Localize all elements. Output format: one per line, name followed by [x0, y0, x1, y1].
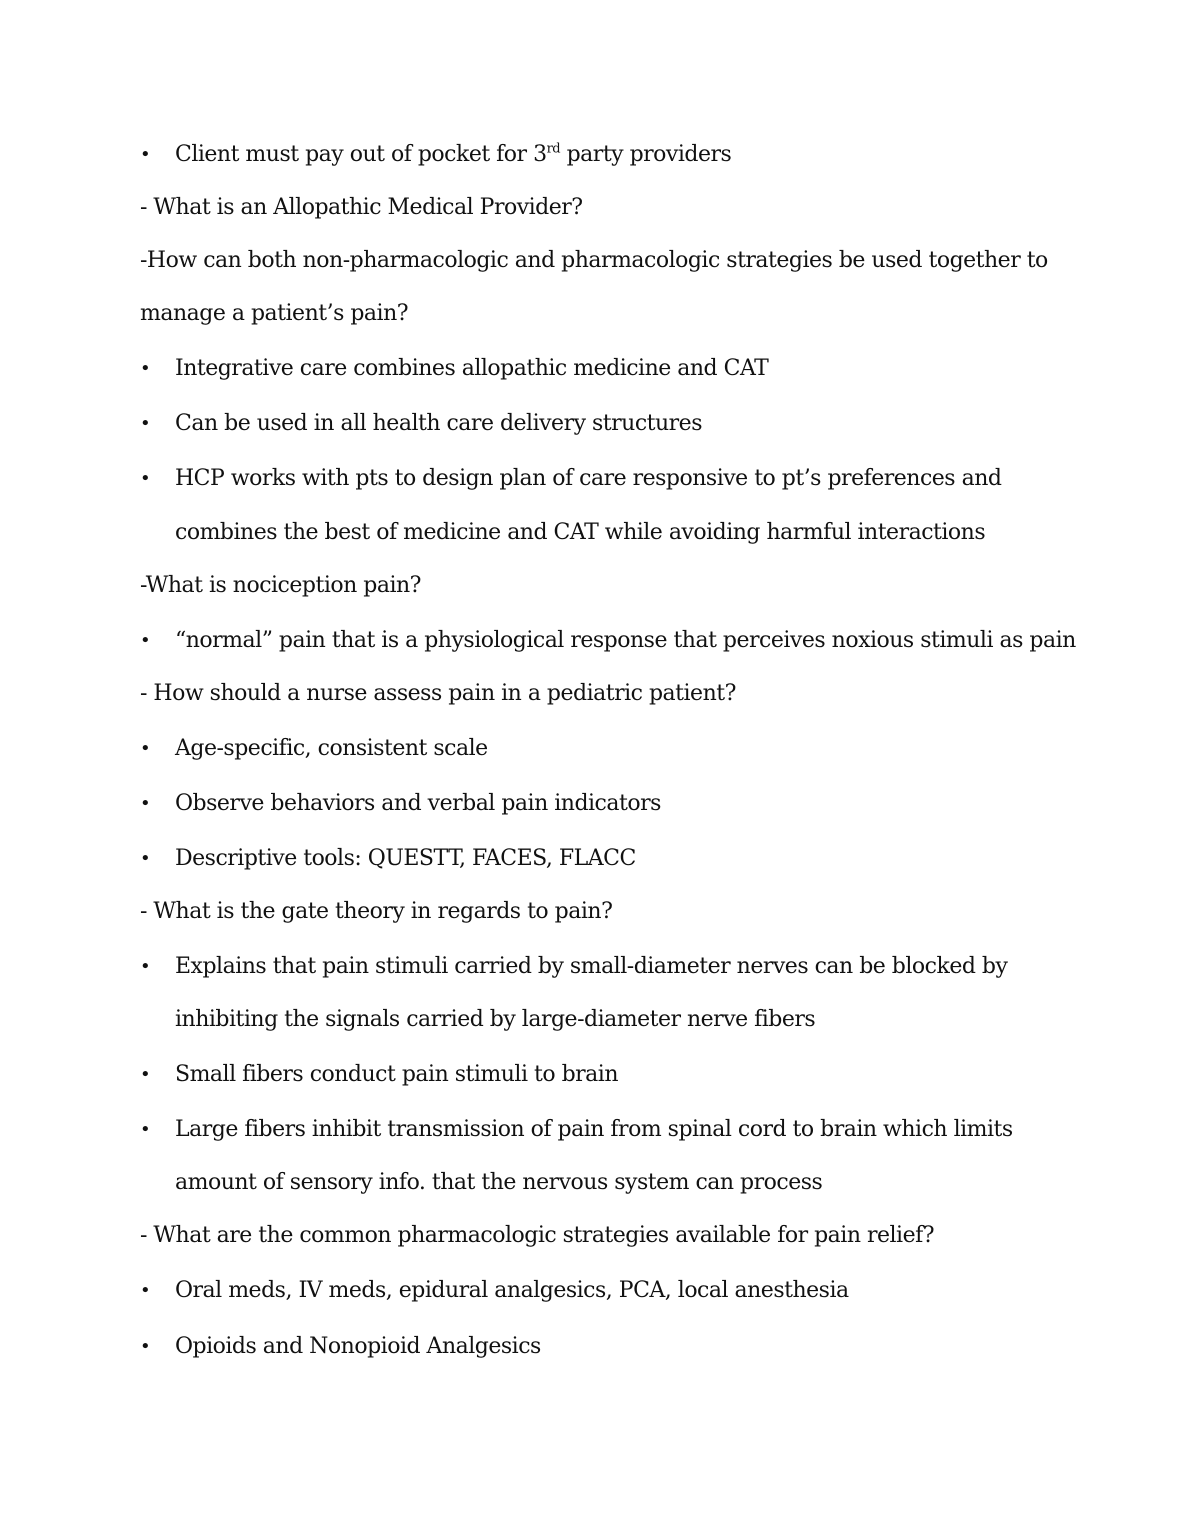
- bullet-icon: •: [140, 848, 151, 869]
- superscript-ordinal: rd: [546, 141, 561, 157]
- list-item-text: Explains that pain stimuli carried by small-diameter nerves can be blocked by: [175, 954, 1008, 979]
- list-item-text-end: party providers: [560, 142, 732, 167]
- question-heading: - What is an Allopathic Medical Provider?: [140, 195, 583, 220]
- list-item-text: Client must pay out of pocket for 3: [175, 142, 547, 167]
- list-item-text: Integrative care combines allopathic medicine and CAT: [175, 356, 769, 381]
- list-item-text: Small fibers conduct pain stimuli to brain: [175, 1062, 618, 1087]
- list-item-text: Descriptive tools: QUESTT, FACES, FLACC: [175, 846, 636, 871]
- bullet-icon: •: [140, 738, 151, 759]
- list-item-continued: inhibiting the signals carried by large-diameter nerve fibers: [175, 1007, 816, 1032]
- bullet-icon: •: [140, 793, 151, 814]
- bullet-icon: •: [140, 1280, 151, 1301]
- list-item-text: Can be used in all health care delivery structures: [175, 411, 702, 436]
- question-heading: - What are the common pharmacologic strategies available for pain relief?: [140, 1223, 935, 1248]
- bullet-icon: •: [140, 358, 151, 379]
- list-item: [140, 141, 731, 169]
- list-item: [140, 1277, 849, 1305]
- list-item-text: “normal” pain that is a physiological response that perceives noxious stimuli as pain: [175, 628, 1076, 653]
- bullet-icon: •: [140, 1336, 151, 1357]
- bullet-icon: •: [140, 630, 151, 651]
- list-item-continued: amount of sensory info. that the nervous system can process: [175, 1170, 823, 1195]
- list-item: [140, 1116, 1013, 1144]
- list-item: [140, 790, 661, 818]
- list-item: [140, 735, 488, 763]
- bullet-icon: •: [140, 956, 151, 977]
- bullet-icon: •: [140, 1119, 151, 1140]
- bullet-icon: •: [140, 144, 151, 165]
- list-item: [140, 1333, 541, 1361]
- question-heading-continued: manage a patient’s pain?: [140, 301, 409, 326]
- list-item-continued: combines the best of medicine and CAT while avoiding harmful interactions: [175, 520, 986, 545]
- list-item-text: Large fibers inhibit transmission of pain from spinal cord to brain which limits: [175, 1117, 1013, 1142]
- list-item: [140, 1061, 618, 1089]
- list-item: [140, 845, 636, 873]
- bullet-icon: •: [140, 413, 151, 434]
- list-item-text: Opioids and Nonopioid Analgesics: [175, 1334, 541, 1359]
- list-item: [140, 410, 702, 438]
- list-item-text: Observe behaviors and verbal pain indicators: [175, 791, 661, 816]
- bullet-icon: •: [140, 1064, 151, 1085]
- list-item: [140, 627, 1076, 655]
- list-item-text: Oral meds, IV meds, epidural analgesics, PCA, local anesthesia: [175, 1278, 849, 1303]
- list-item-text: HCP works with pts to design plan of care responsive to pt’s preferences and: [175, 466, 1002, 491]
- question-heading: -What is nociception pain?: [140, 573, 421, 598]
- list-item: [140, 355, 768, 383]
- list-item-text: Age-specific, consistent scale: [175, 736, 488, 761]
- question-heading: - What is the gate theory in regards to pain?: [140, 899, 613, 924]
- question-heading: - How should a nurse assess pain in a pediatric patient?: [140, 681, 736, 706]
- question-heading: -How can both non-pharmacologic and pharmacologic strategies be used together to: [140, 248, 1048, 273]
- list-item: [140, 465, 1001, 493]
- list-item: [140, 953, 1007, 981]
- bullet-icon: •: [140, 468, 151, 489]
